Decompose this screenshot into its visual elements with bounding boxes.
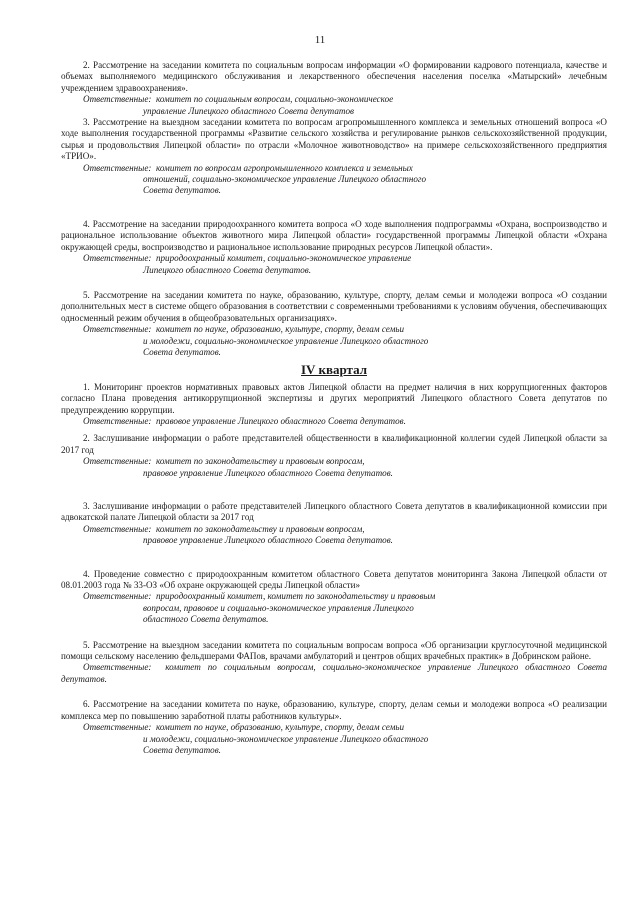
responsible-label: Ответственные:: [83, 162, 152, 173]
responsible-text: правовое управление Липецкого областного Совета депутатов.: [143, 467, 393, 478]
responsible-block: [61, 591, 607, 625]
plan-item-text: 3. Заслушивание информации о работе представителей Липецкого областного Совета депутатов в квалификационной комиссии при адвокатской палате Липецкой области за 2017 год: [61, 501, 607, 523]
responsible-text: правовое управление Липецкого областного Совета депутатов.: [143, 535, 393, 546]
plan-item-text: 2. Заслушивание информации о работе представителей общественности в квалификационной коллегии судей Липецкой области за 2017 год: [61, 433, 607, 455]
responsible-line: [61, 163, 607, 174]
responsible-label: Ответственные:: [83, 415, 152, 426]
responsible-line: [61, 722, 607, 733]
responsible-text: природоохранный комитет, комитет по законодательству и правовым: [155, 591, 436, 602]
responsible-line: [61, 324, 607, 335]
responsible-text: отношений, социально-экономическое управление Липецкого областного: [143, 174, 427, 185]
responsible-label: Ответственные:: [83, 662, 152, 673]
plan-item-text: 4. Рассмотрение на заседании природоохранного комитета вопроса «О ходе выполнения подпрограммы «Охрана, воспроизводство и рациональное использование объектов животного мира Липецкой области» государственной программы Липецкой области «Охрана окружающей среды, воспроизводство и рациональное использование природных ресурсов Липецкой области».: [61, 218, 607, 252]
responsible-text: комитет по законодательству и правовым вопросам,: [155, 456, 365, 467]
responsible-line: [61, 253, 607, 264]
responsible-label: Ответственные:: [83, 324, 152, 335]
responsible-text: управление Липецкого областного Совета депутатов: [143, 105, 354, 116]
plan-item-text: 3. Рассмотрение на выездном заседании комитета по вопросам агропромышленного комплекса и земельных отношений вопроса «О ходе выполнения государственной программы «Развитие сельского хозяйства и регулирование рынков сельскохозяйственной продукции, сырья и продовольствия Липецкой области» по отрасли «Молочное животноводство» на примере сельскохозяйственного предприятия «ТРИО».: [61, 117, 607, 162]
quarter-heading: IV квартал: [301, 362, 367, 378]
responsible-block: [61, 416, 607, 427]
responsible-block: [61, 662, 607, 685]
responsible-label: Ответственные:: [83, 253, 152, 264]
responsible-block: [61, 456, 607, 479]
responsible-label: Ответственные:: [83, 591, 152, 602]
responsible-text: Липецкого областного Совета депутатов.: [143, 264, 312, 275]
responsible-line: [61, 94, 607, 105]
responsible-text: Совета депутатов.: [143, 185, 221, 196]
responsible-label: Ответственные:: [83, 523, 152, 534]
responsible-block: [61, 94, 607, 117]
responsible-block: [61, 163, 607, 197]
responsible-text: Совета депутатов.: [143, 346, 221, 357]
responsible-line: [61, 456, 607, 467]
responsible-line: [61, 524, 607, 535]
responsible-text: комитет по науке, образованию, культуре, спорту, делам семьи: [155, 722, 405, 733]
responsible-text: вопросам, правовое и социально-экономическое управления Липецкого: [143, 602, 414, 613]
responsible-text: областного Совета депутатов.: [143, 614, 269, 625]
plan-item-text: 1. Мониторинг проектов нормативных правовых актов Липецкой области на предмет наличия в них коррупциогенных факторов согласно Плана проведения антикоррупционной экспертизы и других мероприятий Липецкого областного Совета депутатов по предупреждению коррупции.: [61, 381, 607, 415]
responsible-block: [61, 324, 607, 358]
responsible-block: [61, 722, 607, 756]
page-number: 11: [314, 34, 326, 46]
responsible-text: и молодежи, социально-экономическое управление Липецкого областного: [143, 335, 429, 346]
responsible-text: комитет по социальным вопросам, социально-экономическое управление Липецкого областного Совета депутатов.: [61, 662, 608, 684]
responsible-line: [61, 416, 607, 427]
plan-item-text: 6. Рассмотрение на заседании комитета по науке, образованию, культуре, спорту, делам семьи и молодежи вопроса «О реализации комплекса мер по повышению заработной платы работников культуры».: [61, 699, 607, 721]
document-body: [61, 60, 607, 756]
responsible-text: комитет по законодательству и правовым вопросам,: [155, 523, 365, 534]
plan-item-text: 4. Проведение совместно с природоохранным комитетом областного Совета депутатов мониторинга Закона Липецкой области от 08.01.2003 года № 33-ОЗ «Об охране окружающей среды Липецкой области»: [61, 568, 607, 591]
responsible-label: Ответственные:: [83, 722, 152, 733]
responsible-block: [61, 253, 607, 276]
responsible-text: природоохранный комитет, социально-экономическое управление: [155, 253, 412, 264]
plan-item-text: 2. Рассмотрение на заседании комитета по социальным вопросам информации «О формировании кадрового потенциала, качестве и объемах выполняемого медицинского обслуживания и лекарственного обеспечения населения поселка «Матырский» лечебным учреждением здравоохранения».: [61, 60, 607, 93]
plan-item-text: 5. Рассмотрение на заседании комитета по науке, образованию, культуре, спорту, делам семьи и молодежи вопроса «О создании дополнительных мест в системе общего образования в соответствии с современными требованиями к условиям обучения, обеспечивающих односменный режим обучения в общеобразовательных организациях».: [61, 289, 607, 323]
responsible-text: и молодежи, социально-экономическое управление Липецкого областного: [143, 733, 429, 744]
responsible-line: [61, 591, 607, 602]
responsible-text: комитет по вопросам агропромышленного комплекса и земельных: [155, 162, 413, 173]
responsible-text: Совета депутатов.: [143, 744, 221, 755]
responsible-text: правовое управление Липецкого областного Совета депутатов.: [155, 415, 406, 426]
responsible-label: Ответственные:: [83, 456, 152, 467]
responsible-label: Ответственные:: [83, 94, 152, 105]
responsible-text: комитет по социальным вопросам, социально-экономическое: [155, 94, 394, 105]
responsible-block: [61, 524, 607, 547]
responsible-text: комитет по науке, образованию, культуре, спорту, делам семьи: [155, 324, 405, 335]
plan-item-text: 5. Рассмотрение на выездном заседании комитета по социальным вопросам вопроса «Об организации круглосуточной медицинской помощи сельскому населению фельдшерами ФАПов, врачами амбулаторий и центров общих врачебных практик» в Добринском районе.: [61, 639, 607, 662]
